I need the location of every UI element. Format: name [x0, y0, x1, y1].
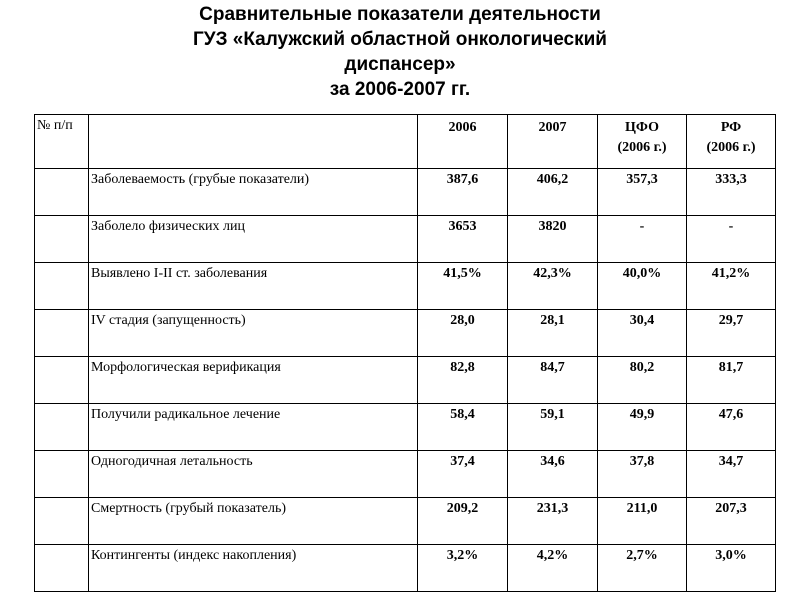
cell-name: IV стадия (запущенность): [89, 310, 418, 357]
table-row: [35, 404, 776, 451]
header-2006: 2006: [418, 115, 508, 169]
cell-rf: 29,7: [687, 310, 776, 357]
cell-name: Заболело физических лиц: [89, 216, 418, 263]
header-rf-line: РФ: [720, 120, 742, 135]
table-row: [35, 357, 776, 404]
cell-index: [35, 310, 89, 357]
table-row: [35, 263, 776, 310]
cell-2007: 28,1: [508, 310, 598, 357]
cell-rf: 34,7: [687, 451, 776, 498]
cell-index: [35, 169, 89, 216]
cell-name: Получили радикальное лечение: [89, 404, 418, 451]
cell-2006: 58,4: [418, 404, 508, 451]
cell-rf: 333,3: [687, 169, 776, 216]
table-row: [35, 169, 776, 216]
cell-2007: 231,3: [508, 498, 598, 545]
cell-rf: 81,7: [687, 357, 776, 404]
cell-cfo: 37,8: [598, 451, 687, 498]
cell-index: [35, 498, 89, 545]
cell-2006: 3653: [418, 216, 508, 263]
cell-name: Одногодичная летальность: [89, 451, 418, 498]
cell-2006: 209,2: [418, 498, 508, 545]
cell-name: Смертность (грубый показатель): [89, 498, 418, 545]
cell-index: [35, 451, 89, 498]
cell-cfo: 30,4: [598, 310, 687, 357]
cell-2007: 42,3%: [508, 263, 598, 310]
cell-cfo: 2,7%: [598, 545, 687, 592]
cell-rf: 41,2%: [687, 263, 776, 310]
header-index: № п/п: [35, 115, 89, 169]
cell-index: [35, 545, 89, 592]
cell-rf: 3,0%: [687, 545, 776, 592]
cell-index: [35, 263, 89, 310]
cell-2007: 59,1: [508, 404, 598, 451]
header-name: [89, 115, 418, 169]
header-rf: [687, 115, 776, 169]
cell-2006: 41,5%: [418, 263, 508, 310]
document-title: [0, 2, 800, 102]
table-row: [35, 451, 776, 498]
cell-2007: 4,2%: [508, 545, 598, 592]
table-row: [35, 310, 776, 357]
header-2007: 2007: [508, 115, 598, 169]
cell-name: Морфологическая верификация: [89, 357, 418, 404]
table-row: [35, 498, 776, 545]
table-row: [35, 545, 776, 592]
title-line: диспансер»: [344, 54, 456, 75]
cell-2007: 406,2: [508, 169, 598, 216]
cell-2006: 37,4: [418, 451, 508, 498]
title-line: ГУЗ «Калужский областной онкологический: [193, 29, 607, 50]
header-rf-line: (2006 г.): [706, 140, 756, 155]
cell-2007: 84,7: [508, 357, 598, 404]
cell-cfo: 80,2: [598, 357, 687, 404]
header-cfo-line: (2006 г.): [617, 140, 667, 155]
cell-2007: 3820: [508, 216, 598, 263]
cell-name: Заболеваемость (грубые показатели): [89, 169, 418, 216]
cell-2006: 3,2%: [418, 545, 508, 592]
cell-2007: 34,6: [508, 451, 598, 498]
table-header-row: [35, 115, 776, 169]
title-line: за 2006-2007 гг.: [329, 79, 471, 100]
cell-cfo: -: [598, 216, 687, 263]
cell-2006: 387,6: [418, 169, 508, 216]
header-cfo: [598, 115, 687, 169]
cell-rf: 207,3: [687, 498, 776, 545]
cell-rf: 47,6: [687, 404, 776, 451]
cell-name: Контингенты (индекс накопления): [89, 545, 418, 592]
cell-cfo: 211,0: [598, 498, 687, 545]
comparison-table: [34, 114, 776, 592]
cell-2006: 82,8: [418, 357, 508, 404]
cell-index: [35, 216, 89, 263]
header-cfo-line: ЦФО: [625, 120, 659, 135]
cell-rf: -: [687, 216, 776, 263]
title-line: Сравнительные показатели деятельности: [199, 4, 601, 25]
table-body: [35, 169, 776, 592]
cell-index: [35, 357, 89, 404]
cell-2006: 28,0: [418, 310, 508, 357]
cell-cfo: 40,0%: [598, 263, 687, 310]
table-row: [35, 216, 776, 263]
cell-index: [35, 404, 89, 451]
cell-cfo: 357,3: [598, 169, 687, 216]
cell-name: Выявлено I-II ст. заболевания: [89, 263, 418, 310]
cell-cfo: 49,9: [598, 404, 687, 451]
